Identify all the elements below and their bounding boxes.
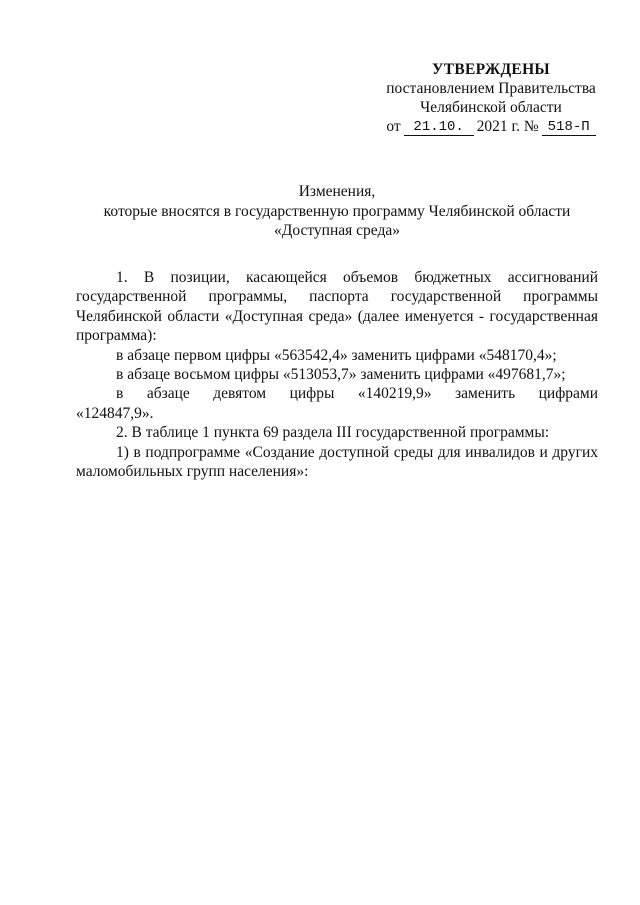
approval-number: 518-П bbox=[542, 119, 596, 136]
paragraph-3: в абзаце восьмом цифры «513053,7» заменить цифрами «497681,7»; bbox=[116, 366, 566, 384]
date-prefix: от bbox=[386, 118, 401, 135]
approval-date-line bbox=[380, 117, 602, 136]
approval-line-1: постановлением Правительства bbox=[386, 80, 596, 97]
heading-line-3: «Доступная среда» bbox=[274, 222, 400, 239]
heading-line-1: Изменения, bbox=[298, 183, 376, 200]
paragraph-1: 1. В позиции, касающейся объемов бюджетных ассигнований государственной программы, паспорта государственной программы Челябинской области «Доступная среда» (далее именуется - государственная программа): bbox=[76, 269, 598, 345]
approval-block bbox=[380, 60, 602, 136]
paragraph-4: в абзаце девятом цифры «140219,9» заменить цифрами «124847,9». bbox=[76, 385, 598, 422]
document-body bbox=[76, 268, 598, 481]
approval-line-2: Челябинской области bbox=[420, 99, 562, 116]
heading-line-2: которые вносятся в государственную программу Челябинской области bbox=[103, 202, 571, 220]
paragraph-5: 2. В таблице 1 пункта 69 раздела III государственной программы: bbox=[116, 424, 550, 442]
approval-title: УТВЕРЖДЕНЫ bbox=[432, 61, 550, 78]
approval-year-number-label: 2021 г. № bbox=[476, 118, 539, 135]
approval-date: 21.10. bbox=[404, 119, 474, 136]
paragraph-6: 1) в подпрограмме «Создание доступной среды для инвалидов и других маломобильных групп населения»: bbox=[76, 443, 598, 481]
document-heading bbox=[76, 182, 598, 241]
paragraph-2: в абзаце первом цифры «563542,4» заменить цифрами «548170,4»; bbox=[116, 346, 557, 364]
